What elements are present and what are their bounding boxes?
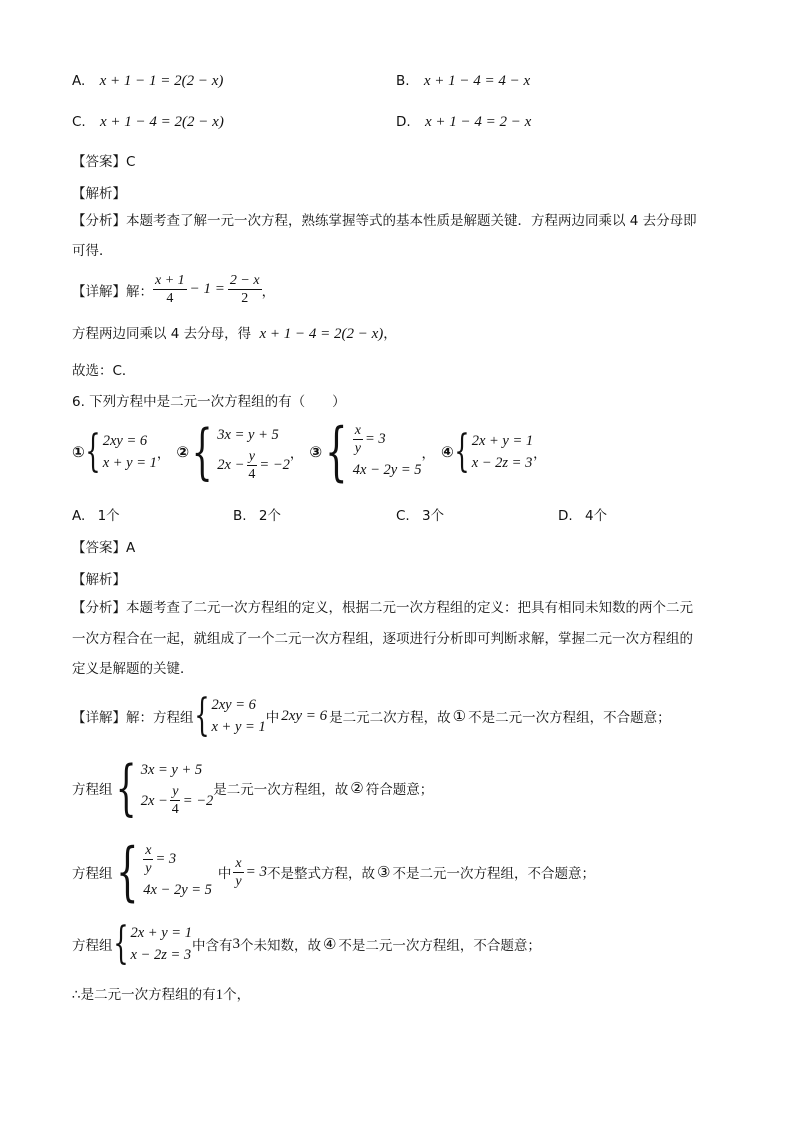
expression: = −2	[182, 792, 214, 809]
system-4-ref	[112, 918, 192, 969]
fraction-denominator: 4	[171, 802, 179, 817]
text: 方程组	[72, 866, 113, 882]
circled-4-marker: ④	[322, 935, 337, 953]
fraction-numerator: x	[235, 855, 242, 871]
left-brace-icon: {	[325, 415, 348, 489]
q6-option-d	[558, 504, 607, 524]
q5-analysis-tag: 【解析】	[72, 186, 126, 202]
text: 不是二元一次方程组，不合题意；	[468, 710, 671, 726]
q5-step-line	[72, 322, 397, 343]
expression: = 3	[365, 431, 386, 447]
fraction-x-over-y	[143, 842, 153, 877]
circled-3-marker: ③	[377, 863, 391, 881]
q6-final-line	[72, 983, 250, 1004]
option-a-label: A.	[72, 73, 86, 89]
text: 不是二元一次方程组，不合题意；	[338, 938, 541, 954]
detail-jie: 解：方程组	[126, 710, 194, 726]
expression: = 3	[155, 851, 177, 867]
answer-tag: 【答案】	[72, 540, 126, 556]
detail-tag: 【详解】	[72, 710, 126, 726]
q6-stem: 6. 下列方程中是二元一次方程组的有（ ）	[72, 394, 346, 410]
q6-option-c	[396, 504, 444, 524]
fraction-denominator: 2	[241, 291, 249, 306]
number: 1	[215, 987, 224, 1003]
comma: ，	[383, 326, 397, 342]
text: 是二元一次方程组，故	[213, 781, 349, 798]
system-line: 2x + y = 1	[130, 925, 192, 941]
option-label: B.	[233, 508, 247, 524]
system-line: 4x − 2y = 5	[352, 461, 422, 478]
circled-1-marker: ①	[72, 443, 85, 461]
q6-fenxi-line3: 定义是解题的关键．	[72, 661, 194, 677]
option-d-label: D.	[396, 114, 411, 130]
left-brace-icon: {	[115, 835, 139, 909]
q6-detail-line3	[72, 835, 595, 909]
fraction-y-over-4	[246, 448, 257, 483]
fraction-x-plus-1-over-4	[153, 272, 187, 307]
system-3	[322, 415, 422, 489]
expression: = −2	[259, 457, 290, 473]
text: 中	[217, 866, 232, 882]
fraction-x-over-y-inline	[233, 855, 243, 890]
option-b-equation: x + 1 − 4 = 4 − x	[423, 73, 531, 89]
fraction-denominator: y	[235, 873, 242, 889]
option-c	[72, 114, 224, 131]
q6-detail-line4	[72, 918, 541, 969]
system-line: 3x = y + 5	[140, 762, 203, 778]
fraction-denominator: y	[354, 440, 361, 456]
left-brace-icon: {	[112, 918, 129, 969]
number: 3	[232, 935, 240, 952]
fraction-numerator: 2 − x	[229, 273, 260, 288]
circled-1-marker: ①	[452, 707, 467, 725]
q5-fenxi-line1	[72, 207, 697, 236]
text: 个，	[223, 987, 251, 1003]
expression: 2x −	[217, 457, 245, 473]
fraction-y-over-4	[170, 783, 181, 818]
detail-tag: 【详解】	[72, 283, 126, 300]
separator: ，	[289, 446, 304, 462]
q5-fenxi-line2: 可得．	[72, 243, 113, 259]
text: 是二元二次方程，故	[329, 710, 451, 726]
answer-value: C	[126, 154, 136, 170]
step-equation: x + 1 − 4 = 2(2 − x)	[259, 326, 384, 342]
option-d	[396, 114, 531, 131]
comma: ，	[261, 283, 276, 300]
system-line: x − 2z = 3	[471, 455, 533, 471]
system-line: 4x − 2y = 5	[143, 881, 212, 898]
q6-answer	[72, 536, 135, 556]
option-text: 2个	[258, 508, 281, 524]
system-line: 2xy = 6	[102, 433, 148, 449]
step-text: 方程两边同乘以 4 去分母，得	[72, 326, 252, 342]
fraction-denominator: 4	[248, 466, 256, 482]
q6-fenxi-line2: 一次方程合在一起，就组成了一个二元一次方程组，逐项进行分析即可判断求解，掌握二元一次方程组的	[72, 631, 693, 647]
left-brace-icon: {	[191, 417, 213, 487]
answer-value: A	[126, 540, 136, 556]
q5-detail-line	[72, 272, 275, 307]
fraction-x-over-y	[353, 422, 363, 457]
q5-answer	[72, 150, 135, 170]
separator: ，	[533, 446, 547, 462]
expression: 2x −	[140, 792, 168, 809]
circled-4-marker: ④	[440, 443, 454, 461]
fraction-numerator: x	[145, 842, 152, 858]
option-c-equation: x + 1 − 4 = 2(2 − x)	[100, 114, 224, 130]
separator: ，	[156, 446, 171, 462]
system-1	[85, 426, 157, 477]
text: 方程组	[72, 938, 113, 954]
fraction-numerator: y	[172, 784, 179, 799]
system-line: x − 2z = 3	[130, 947, 192, 963]
fraction-numerator: x + 1	[155, 273, 185, 288]
option-text: 3个	[422, 508, 445, 524]
system-line: 2xy = 6	[211, 697, 256, 713]
q5-conclusion: 故选：C．	[72, 363, 136, 379]
system-4	[453, 426, 534, 477]
option-text: 1个	[97, 508, 120, 524]
text: 个未知数，故	[239, 938, 321, 954]
q6-option-a	[72, 504, 120, 524]
fenxi-tag: 【分析】	[72, 600, 126, 616]
circled-2-marker: ②	[350, 778, 364, 797]
q6-option-b	[233, 504, 281, 524]
fraction-denominator: 4	[166, 291, 174, 306]
fenxi-text: 本题考查了二元一次方程组的定义，根据二元一次方程组的定义：把具有相同未知数的两个二元	[126, 600, 693, 616]
system-2-ref	[113, 752, 214, 823]
text: 方程组	[72, 781, 113, 798]
option-text: 4个	[584, 508, 608, 524]
text: 符合题意；	[365, 781, 434, 798]
text: ∴是二元一次方程组的有	[72, 987, 216, 1003]
separator: ，	[421, 446, 435, 462]
text: 不是整式方程，故	[267, 866, 376, 882]
left-brace-icon: {	[193, 690, 210, 741]
system-line: 2x + y = 1	[471, 433, 534, 449]
option-label: A.	[72, 508, 86, 524]
option-label: C.	[396, 508, 410, 524]
circled-3-marker: ③	[309, 443, 323, 461]
fraction-numerator: x	[354, 422, 361, 438]
equation-middle: − 1 =	[189, 281, 225, 297]
q6-fenxi-line1	[72, 594, 693, 623]
q6-detail-line2	[72, 752, 434, 823]
text: 中含有	[191, 938, 233, 954]
left-brace-icon: {	[115, 752, 137, 823]
circled-2-marker: ②	[176, 443, 190, 461]
answer-tag: 【答案】	[72, 154, 126, 170]
system-line	[143, 842, 212, 877]
system-line: x + y = 1	[102, 455, 157, 471]
option-a	[72, 73, 223, 90]
system-line: x + y = 1	[211, 719, 266, 735]
system-line	[353, 422, 422, 457]
detail-jie: 解：	[126, 283, 153, 300]
system-line	[217, 448, 290, 483]
fraction-2-minus-x-over-2	[228, 272, 262, 307]
system-line	[141, 783, 214, 818]
fraction-denominator: y	[145, 860, 152, 876]
option-c-label: C.	[72, 114, 86, 130]
system-3-ref	[113, 835, 212, 909]
equation: = 3	[245, 863, 268, 880]
option-b-label: B.	[396, 73, 410, 89]
option-b	[396, 73, 530, 90]
system-line: 3x = y + 5	[217, 426, 279, 443]
q6-analysis-tag: 【解析】	[72, 572, 126, 588]
fenxi-text: 本题考查了解一元一次方程，熟练掌握等式的基本性质是解题关键．方程两边同乘以 4 去分母即	[126, 213, 697, 229]
system-2	[189, 417, 290, 487]
left-brace-icon: {	[85, 426, 101, 477]
option-label: D.	[558, 508, 573, 524]
text: 不是二元一次方程组，不合题意；	[392, 866, 595, 882]
system-1-ref	[193, 690, 266, 741]
equation: 2xy = 6	[281, 707, 328, 724]
q6-detail-line1	[72, 690, 671, 741]
q6-systems-row	[72, 415, 547, 489]
text: 中	[265, 710, 280, 726]
option-d-equation: x + 1 − 4 = 2 − x	[424, 114, 532, 130]
fenxi-tag: 【分析】	[72, 213, 126, 229]
option-a-equation: x + 1 − 1 = 2(2 − x)	[99, 73, 224, 89]
left-brace-icon: {	[453, 426, 470, 477]
fraction-numerator: y	[248, 448, 256, 464]
